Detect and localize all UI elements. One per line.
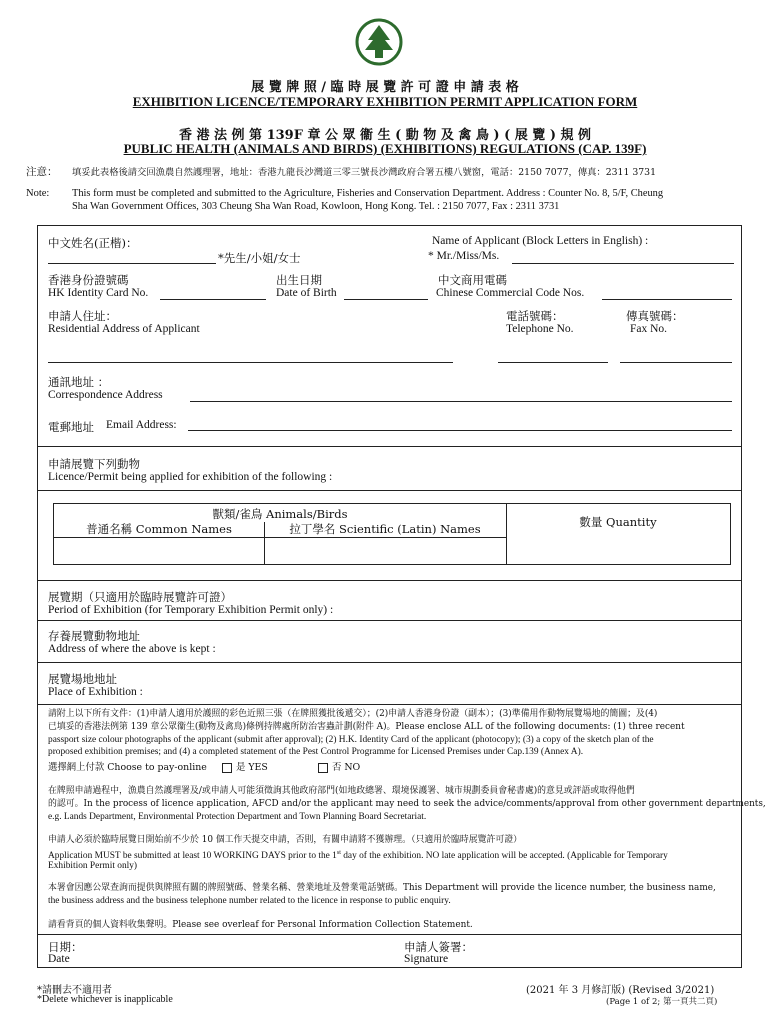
docs-line-mix: 已填妥的香港法例第 139 章公眾衞生(動物及禽鳥)條例持牌處所防治害蟲計劃(附件 A)。Please enclose ALL of the following documents: (1) three recent	[48, 722, 685, 732]
signature-cn-label: 申請人簽署：	[404, 940, 473, 954]
tel-field[interactable]	[498, 362, 608, 363]
pay-online-label: 選擇網上付款 Choose to pay-online	[48, 762, 207, 773]
divider	[37, 704, 742, 705]
table-group-header: 獸類/雀鳥 Animals/Birds	[212, 507, 348, 521]
deadline-line-en2: Exhibition Permit only)	[48, 861, 138, 871]
common-name-cell[interactable]	[56, 539, 262, 563]
tel-en-label: Telephone No.	[506, 323, 574, 335]
date-en-label: Date	[48, 953, 70, 965]
name-cn-label: 中文姓名(正楷)：	[48, 236, 138, 250]
pay-yes-checkbox[interactable]	[222, 763, 232, 773]
ccc-field[interactable]	[602, 288, 732, 300]
col-quantity: 數量 Quantity	[579, 515, 657, 529]
divider	[37, 580, 742, 581]
quantity-cell[interactable]	[508, 506, 728, 562]
corr-en-label: Correspondence Address	[48, 389, 163, 401]
divider	[37, 620, 742, 621]
signature-field[interactable]	[470, 940, 730, 966]
divider	[37, 934, 742, 935]
regulation-title-en: PUBLIC HEALTH (ANIMALS AND BIRDS) (EXHIBITIONS) REGULATIONS (CAP. 139F)	[123, 141, 647, 156]
footer-page-number: (Page 1 of 2; 第一頁共二頁)	[606, 997, 718, 1007]
docs-line-cn: 請附上以下所有文件：(1)申請人適用於護照的彩色近照三張（在牌照獲批後遞交）；(2)申請人香港身份證（副本）；(3)準備用作動物展覽場地的簡圖；及(4)	[48, 709, 658, 719]
note-cn-label: 注意：	[26, 166, 58, 178]
name-en-prefix: * Mr./Miss/Ms.	[428, 250, 500, 262]
dob-en-label: Date of Birth	[276, 287, 337, 299]
hkid-field[interactable]	[160, 288, 266, 300]
dob-field[interactable]	[344, 288, 428, 300]
name-en-label: Name of Applicant (Block Letters in English) :	[432, 235, 649, 247]
fax-cn-label: 傳真號碼：	[626, 309, 684, 323]
col-common-names: 普通名稱 Common Names	[86, 522, 232, 536]
note-en-label: Note:	[26, 188, 50, 199]
name-cn-field[interactable]	[48, 252, 216, 264]
fax-en-label: Fax No.	[630, 323, 668, 335]
footer-delete-en: *Delete whichever is inapplicable	[37, 994, 173, 1005]
deadline-line-cn: 申請人必須於臨時展覽日開始前不少於 10 個工作天提交申請，否則，有關申請將不獲辦理。（只適用於臨時展覽許可證）	[48, 835, 522, 845]
address-cn-label: 申請人住址：	[48, 309, 117, 323]
corr-cn-label: 通訊地址 ：	[48, 375, 110, 389]
address-field[interactable]	[48, 362, 453, 363]
divider	[37, 490, 742, 491]
scientific-name-cell[interactable]	[266, 539, 504, 563]
pay-yes-label: 是 YES	[236, 762, 268, 773]
fax-field[interactable]	[620, 362, 732, 363]
hkid-cn-label: 香港身份證號碼	[48, 273, 129, 287]
docs-line-en1: passport size colour photographs of the applicant (submit after approval); (2) H.K. Identity Card of the applicant (photocopy); (3) a copy of the sketch plan of the	[48, 735, 654, 745]
name-cn-suffix: *先生/小姐/女士	[218, 251, 301, 265]
kept-cn-label: 存養展覽動物地址	[48, 629, 140, 643]
email-en-label: Email Address:	[106, 419, 177, 431]
licence-cn-label: 申請展覽下列動物	[48, 457, 140, 471]
hkid-en-label: HK Identity Card No.	[48, 287, 149, 299]
process-line-cn: 在牌照申請過程中，漁農自然護理署及/或申請人可能須徵詢其他政府部門(如地政總署、環境保護署、城市規劃委員會秘書處)的意見或評語或取得他們	[48, 786, 635, 796]
note-en-line1: This form must be completed and submitted to the Agriculture, Fisheries and Conservation Department. Address : Counter No. 8, 5/F, Cheung	[72, 188, 664, 199]
email-field[interactable]	[188, 430, 732, 431]
date-field[interactable]	[90, 940, 290, 966]
tree-emblem-icon	[355, 18, 403, 66]
email-cn-label: 電郵地址	[48, 420, 94, 434]
ccc-en-label: Chinese Commercial Code Nos.	[436, 287, 585, 299]
tel-cn-label: 電話號碼：	[506, 309, 564, 323]
pay-no-checkbox[interactable]	[318, 763, 328, 773]
animals-table	[53, 503, 731, 565]
form-title-en: EXHIBITION LICENCE/TEMPORARY EXHIBITION PERMIT APPLICATION FORM	[132, 94, 638, 109]
footer-revised: (2021 年 3 月修訂版) (Revised 3/2021)	[526, 985, 715, 996]
period-en-label: Period of Exhibition (for Temporary Exhibition Permit only) :	[48, 604, 334, 616]
address-en-label: Residential Address of Applicant	[48, 323, 200, 335]
pics-statement: 請看背頁的個人資料收集聲明。Please see overleaf for Personal Information Collection Statement.	[48, 920, 473, 930]
regulation-title-cn: 香 港 法 例 第 139F 章 公 眾 衞 生 ( 動 物 及 禽 鳥 ) ( 展 覽 ) 規 例	[178, 128, 592, 143]
pay-no-label: 否 NO	[332, 762, 361, 773]
divider	[37, 662, 742, 663]
dob-cn-label: 出生日期	[276, 273, 322, 287]
col-scientific-names: 拉丁學名 Scientific (Latin) Names	[289, 522, 481, 536]
docs-line-en2: proposed exhibition premises; and (4) a completed statement of the Pest Control Programme for Licensed Premises under Cap.139 (Annex A).	[48, 747, 584, 757]
place-cn-label: 展覽場地地址	[48, 672, 117, 686]
deadline-line-en1: Application MUST be submitted at least 10 WORKING DAYS prior to the 1st day of the exhibition. NO late application will be accepted. (Applicable for Temporary	[48, 850, 668, 862]
public-line-en: the business address and the business telephone number related to the licence in response to public enquiry.	[48, 896, 451, 906]
process-line-en: e.g. Lands Department, Environmental Protection Department and Town Planning Board Secretariat.	[48, 812, 427, 822]
licence-en-label: Licence/Permit being applied for exhibition of the following :	[48, 471, 333, 483]
footer-delete-cn: *請刪去不適用者	[37, 985, 112, 996]
ccc-cn-label: 中文商用電碼	[438, 273, 507, 287]
place-en-label: Place of Exhibition :	[48, 686, 143, 698]
public-line-cn: 本署會因應公眾查詢而提供與牌照有關的牌照號碼、營業名稱、營業地址及營業電話號碼。This Department will provide the licence number, the business name,	[48, 883, 716, 893]
signature-en-label: Signature	[404, 953, 449, 965]
note-cn-text: 填妥此表格後請交回漁農自然護理署，地址：香港九龍長沙灣道三零三號長沙灣政府合署五樓八號窗，電話：2150 7077，傳真：2311 3731	[72, 167, 656, 178]
process-line-mix: 的認可。In the process of licence application, AFCD and/or the applicant may need to seek the advice/comments/approval from other government departments,	[48, 799, 766, 809]
period-cn-label: 展覽期（只適用於臨時展覽許可證）	[48, 590, 232, 604]
kept-en-label: Address of where the above is kept :	[48, 643, 216, 655]
date-cn-label: 日期：	[48, 940, 83, 954]
department-logo	[355, 18, 403, 66]
note-en-line2: Sha Wan Government Offices, 303 Cheung Sha Wan Road, Kowloon, Hong Kong. Tel. : 2150 7077, Fax : 2311 3731	[72, 201, 560, 212]
divider	[37, 446, 742, 447]
form-title-cn: 展 覽 牌 照 / 臨 時 展 覽 許 可 證 申 請 表 格	[251, 80, 519, 95]
corr-field[interactable]	[190, 401, 732, 402]
name-en-field[interactable]	[512, 252, 734, 264]
